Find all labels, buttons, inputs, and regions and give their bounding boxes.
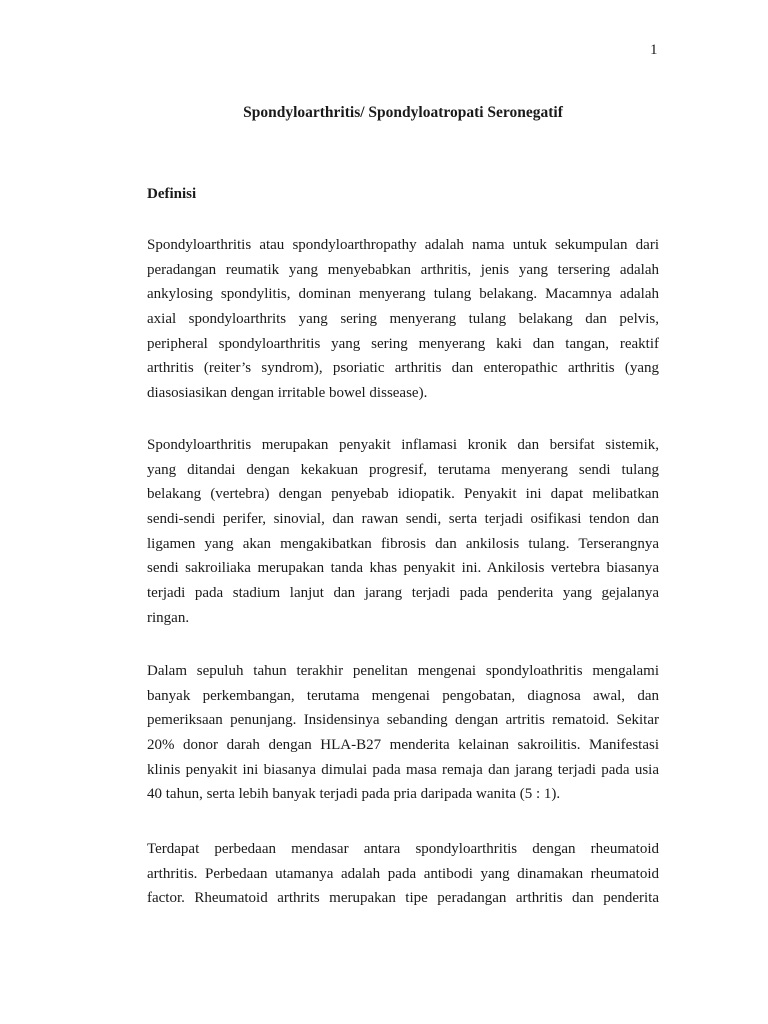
text-line: klinis penyakit ini biasanya dimulai pada masa remaja dan jarang terjadi pada usia bbox=[147, 761, 659, 778]
text-line: belakang (vertebra) dengan penyebab idiopatik. Penyakit ini dapat melibatkan bbox=[147, 486, 659, 503]
paragraph-2 bbox=[147, 434, 659, 632]
text-line: yang ditandai dengan kekakuan progresif, terutama menyerang sendi tulang bbox=[147, 461, 659, 478]
text-line: Spondyloarthritis atau spondyloarthropathy adalah nama untuk sekumpulan dari bbox=[147, 237, 659, 253]
text-line: sendi sakroiliaka merupakan tanda khas penyakit ini. Ankilosis vertebra biasanya bbox=[147, 560, 659, 577]
text-line: peripheral spondyloarthritis yang sering menyerang kaki dan tangan, reaktif bbox=[147, 335, 659, 352]
paragraph-1 bbox=[147, 234, 659, 407]
paragraph-4 bbox=[147, 838, 659, 912]
text-line: ligamen yang akan mengakibatkan fibrosis dan ankilosis tulang. Terserangnya bbox=[147, 535, 659, 552]
text-line: Dalam sepuluh tahun terakhir penelitan mengenai spondyloathritis mengalami bbox=[147, 663, 659, 679]
text-line: pemeriksaan penunjang. Insidensinya sebanding dengan artritis rematoid. Sekitar bbox=[147, 712, 659, 729]
text-line: banyak perkembangan, terutama mengenai pengobatan, diagnosa awal, dan bbox=[147, 687, 659, 704]
text-line: factor. Rheumatoid arthrits merupakan tipe peradangan arthritis dan penderita bbox=[147, 890, 659, 907]
text-line: ankylosing spondylitis, dominan menyerang tulang belakang. Macamnya adalah bbox=[147, 286, 659, 303]
document-title: Spondyloarthritis/ Spondyloatropati Seronegatif bbox=[243, 104, 563, 121]
text-line: 20% donor darah dengan HLA-B27 menderita kelainan sakroilitis. Manifestasi bbox=[147, 737, 659, 754]
text-line: axial spondyloarthrits yang sering menyerang tulang belakang dan pelvis, bbox=[147, 311, 659, 328]
text-line: diasosiasikan dengan irritable bowel dissease). bbox=[147, 385, 428, 402]
text-line: sendi-sendi perifer, sinovial, dan rawan sendi, serta terjadi osifikasi tendon dan bbox=[147, 511, 659, 528]
text-line: arthritis (reiter’s syndrom), psoriatic arthritis dan enteropathic arthritis (yang bbox=[147, 360, 659, 377]
section-heading: Definisi bbox=[147, 186, 197, 202]
text-line: ringan. bbox=[147, 609, 190, 626]
text-line: Terdapat perbedaan mendasar antara spondyloarthritis dengan rheumatoid bbox=[147, 841, 659, 857]
text-line: Spondyloarthritis merupakan penyakit inflamasi kronik dan bersifat sistemik, bbox=[147, 437, 659, 453]
text-line: arthritis. Perbedaan utamanya adalah pada antibodi yang dinamakan rheumatoid bbox=[147, 865, 659, 882]
text-line: peradangan reumatik yang menyebabkan arthritis, jenis yang tersering adalah bbox=[147, 261, 659, 278]
text-line: 40 tahun, serta lebih banyak terjadi pada pria daripada wanita (5 : 1). bbox=[147, 786, 561, 803]
text-line: terjadi pada stadium lanjut dan jarang terjadi pada penderita yang gejalanya bbox=[147, 585, 659, 602]
paragraph-3 bbox=[147, 660, 659, 808]
page-number: 1 bbox=[650, 42, 658, 58]
